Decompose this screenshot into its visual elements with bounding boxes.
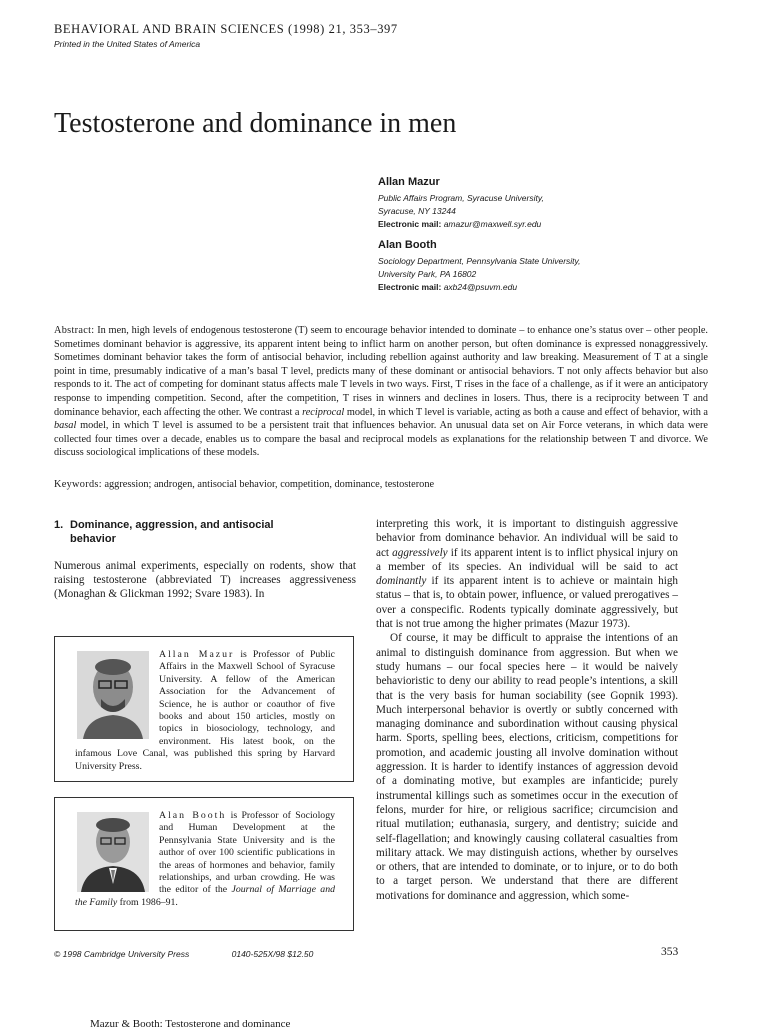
- email-label: Electronic mail:: [378, 282, 442, 292]
- abstract-text: model, in which T level is assumed to be a persistent trait that influences behavior. An unusual data set on Air Force veterans, in which data were collected four times over a decade, enables us to compare the basal and reciprocal models as explanations for the relationship between T and divorce. We discuss sociological implications of these models.: [54, 420, 708, 459]
- body-paragraph: Of course, it may be difficult to appraise the intentions of an animal to distinguish dominance from aggression. But when we study humans – our focal species here – it would be naively behavioristic to deny our ability to read people’s intentions, a skill that is the very basis for human sociability (see Gopnik 1993). Much interpersonal behavior is overtly or subtly concerned with managing dominance and subordination without causing physical harm. Sports, spelling bees, elections, criticism, competitions for promotion, and academic jousting all involve domination without aggression. It is harder to identify instances of aggression devoid of a dominating motive, but examples are infanticide; purely instrumental killings such as sometimes occur in the execution of felons, murder for hire, or religious sacrifice; circumcision and ritual mutilation; euthanasia, surgery, and dentistry; suicide and self-flagellation; and knowingly causing collateral casualties from military attack. We may distinguish actions, whether by ourselves or others, that are intended to dominate, or to injure, or to do both to a target person. We understand that there are different motivations for dominance and aggression, which some-: [376, 632, 678, 902]
- printed-note: Printed in the United States of America: [54, 39, 201, 49]
- paper-title: Testosterone and dominance in men: [54, 108, 457, 139]
- section-title: Dominance, aggression, and antisocial: [70, 519, 274, 531]
- running-header: Mazur & Booth: Testosterone and dominance: [90, 1018, 291, 1030]
- page-footer: [54, 949, 313, 959]
- keywords-text: aggression; androgen, antisocial behavior, competition, dominance, testosterone: [104, 479, 435, 490]
- author-affiliation-city: Syracuse, NY 13244: [378, 206, 456, 216]
- section-number: 1.: [54, 519, 64, 531]
- author-email: [378, 281, 718, 294]
- bio-text: from 1986–91.: [119, 896, 178, 908]
- author-block-booth: [378, 238, 718, 294]
- bio-name: Allan Mazur: [159, 649, 235, 660]
- author-bio-booth: [54, 797, 354, 931]
- body-emphasis: dominantly: [376, 575, 427, 588]
- bio-text: is Professor of Sociology and Human Development at the Pennsylvania State University and is the author of over 100 scientific publications in the areas of hormones and behavior, family relationships, and urban crowding. He was the editor of the: [159, 810, 335, 896]
- author-affiliation-city: University Park, PA 16802: [378, 269, 477, 279]
- body-paragraph: [376, 517, 678, 631]
- section-heading: [54, 518, 354, 546]
- keywords: [54, 478, 708, 491]
- email-label: Electronic mail:: [378, 219, 442, 229]
- email-address[interactable]: axb24@psuvm.edu: [443, 282, 518, 292]
- copyright-text: © 1998 Cambridge University Press: [54, 949, 190, 959]
- page-number: 353: [661, 946, 679, 958]
- abstract: [54, 324, 708, 460]
- journal-citation: BEHAVIORAL AND BRAIN SCIENCES (1998) 21, 353–397: [54, 22, 398, 36]
- abstract-label: Abstract:: [54, 325, 95, 336]
- abstract-text: model, in which T level is variable, acting as both a cause and effect of behavior, with a: [346, 406, 708, 418]
- author-block-mazur: [378, 175, 718, 231]
- bio-text: is Professor of Public Affairs in the Maxwell School of Syracuse University. A fellow of the American Association for the Advancement of Science, he is author or coauthor of five books and about 150 articles, mostly on topics in biosociology, technology, and environment. His latest book, on the infamous Love Canal, was published this spring by Harvard University Press.: [75, 649, 335, 772]
- abstract-emphasis: basal: [54, 420, 77, 432]
- author-photo-mazur: [77, 651, 149, 739]
- keywords-label: Keywords:: [54, 479, 102, 490]
- bio-journal: Journal of Marriage and the Family: [75, 884, 335, 908]
- author-name: Alan Booth: [378, 239, 437, 251]
- abstract-text: In men, high levels of endogenous testosterone (T) seem to encourage behavior intended to dominate – to enhance one’s status over – other people. Sometimes dominant behavior is aggressive, its apparent intent being to inflict harm on another person, but often dominance is expressed nonaggressively. Sometimes dominant behavior takes the form of antisocial behavior, including rebellion against authority and law breaking. Measurement of T at a single point in time, presumably indicative of a man’s basal T level, predicts many of these dominant or antisocial behaviors. T not only affects behavior but also responds to it. The act of competing for dominant status affects male T levels in two ways. First, T rises in the face of a challenge, as if it were an anticipatory response to impending competition. Second, after the competition, T rises in winners and declines in losers. Thus, there is a reciprocity between T and dominance behavior, each affecting the other. We contrast a: [54, 325, 708, 418]
- author-affiliation: Public Affairs Program, Syracuse University,: [378, 193, 544, 203]
- body-emphasis: aggressively: [392, 546, 448, 559]
- body-text: if its apparent intent is to inflict physical injury on a member of its species. An individual will be said to act: [376, 546, 679, 573]
- section-title-cont: behavior: [70, 533, 116, 545]
- author-photo-booth: [77, 812, 149, 892]
- issn-price: 0140-525X/98 $12.50: [231, 949, 314, 959]
- abstract-emphasis: reciprocal: [302, 406, 345, 418]
- body-text: interpreting this work, it is important to distinguish aggressive behavior from dominance behavior. An individual will be said to act: [376, 518, 678, 559]
- body-column-right: [376, 517, 678, 903]
- email-address[interactable]: amazur@maxwell.syr.edu: [443, 219, 542, 229]
- body-paragraph-left: Numerous animal experiments, especially on rodents, show that raising testosterone (abbreviated T) increases aggressiveness (Monaghan & Glickman 1992; Svare 1983). In: [54, 560, 356, 600]
- author-email: [378, 218, 718, 231]
- body-text: if its apparent intent is to achieve or maintain high status – that is, to obtain power, influence, or valued prerogatives – over a conspecific. Rodents typically dominate aggressively, but that is not true among the higher primates (Mazur 1973).: [376, 575, 679, 631]
- author-bio-mazur: [54, 636, 354, 782]
- bio-name: Alan Booth: [159, 810, 227, 821]
- author-name: Allan Mazur: [378, 176, 440, 188]
- author-affiliation: Sociology Department, Pennsylvania State University,: [378, 256, 581, 266]
